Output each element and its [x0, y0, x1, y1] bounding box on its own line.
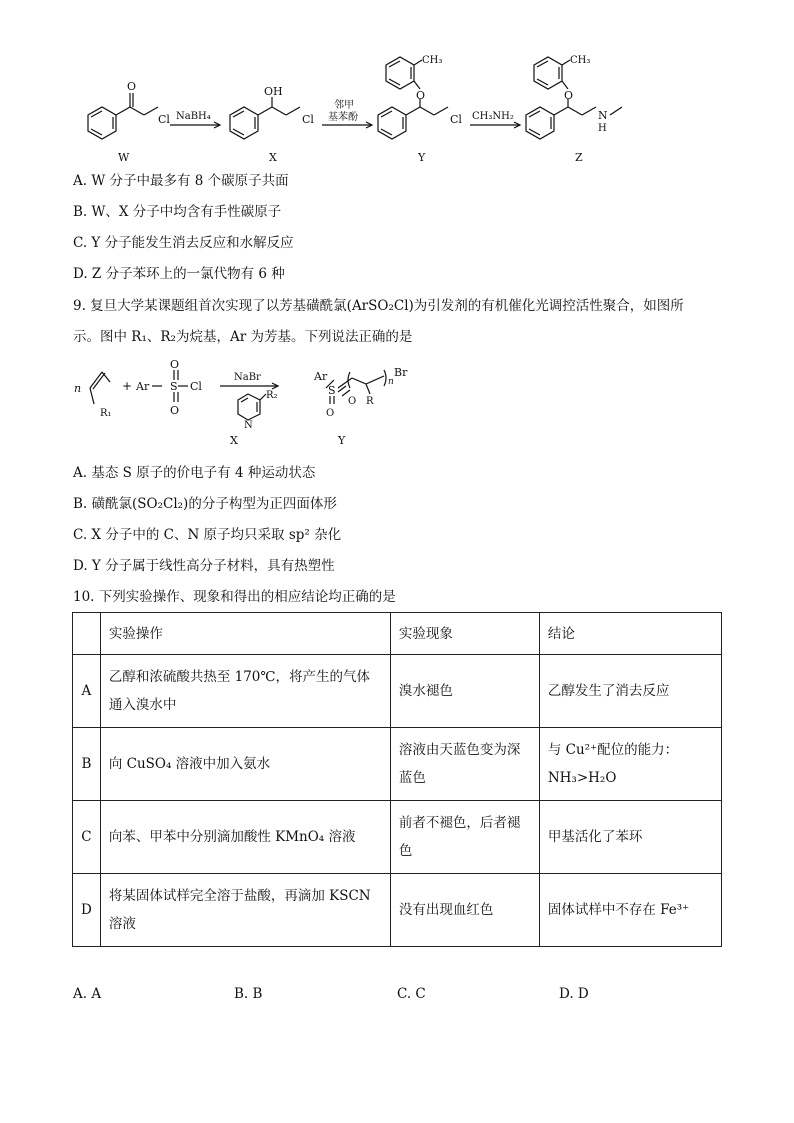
table-header-row [73, 613, 722, 655]
y-chlorine: Cl [450, 113, 462, 126]
row-operation: 将某固体试样完全溶于盐酸，再滴加 KSCN 溶液 [100, 874, 390, 947]
q10-answer-c: C. C [397, 986, 426, 1002]
x-label: X [269, 151, 277, 164]
sulfonyl-o-bottom: O [170, 404, 180, 417]
sulfonyl-cl: Cl [190, 380, 202, 393]
polymer-o-right: O [348, 396, 357, 407]
pyridine-n: N [244, 420, 253, 431]
polymer-br: Br [394, 366, 408, 379]
reagent-o-cresol-1: 邻甲 [334, 100, 354, 111]
q8-option-d: D. Z 分子苯环上的一氯代物有 6 种 [73, 266, 285, 282]
table-row [73, 801, 722, 874]
table-row [73, 655, 722, 728]
z-oxygen: O [564, 89, 574, 102]
row-conclusion: 与 Cu²⁺配位的能力：NH₃>H₂O [539, 728, 721, 801]
row-operation: 乙醇和浓硫酸共热至 170℃，将产生的气体通入溴水中 [100, 655, 390, 728]
header-cell-label [73, 613, 101, 655]
sulfonyl-s: S [170, 380, 178, 393]
row-label: A [73, 655, 101, 728]
w-label: W [118, 151, 130, 164]
polymer-s: S [328, 384, 336, 397]
q9-stem-line2: 示。图中 R₁、R₂为烷基，Ar 为芳基。下列说法正确的是 [73, 329, 413, 345]
plus-sign: + [122, 379, 133, 393]
polymer-n: n [388, 377, 394, 387]
table-row [73, 728, 722, 801]
row-phenomenon: 溴水褪色 [390, 655, 539, 728]
header-cell-phenomenon: 实验现象 [390, 613, 539, 655]
header-cell-conclusion: 结论 [539, 613, 721, 655]
reagent-nabh4: NaBH₄ [176, 111, 211, 122]
row-conclusion: 固体试样中不存在 Fe³⁺ [539, 874, 721, 947]
q9-option-b: B. 磺酰氯(SO₂Cl₂)的分子构型为正四面体形 [73, 496, 337, 512]
row-phenomenon: 溶液由天蓝色变为深蓝色 [390, 728, 539, 801]
polymer-r: R [366, 396, 374, 407]
pyridine-r2: R₂ [266, 390, 278, 401]
z-methyl: CH₃ [570, 55, 591, 66]
x-chlorine: Cl [302, 113, 314, 126]
q10-stem: 10. 下列实验操作、现象和得出的相应结论均正确的是 [73, 589, 396, 605]
polymer-ar: Ar [314, 370, 328, 383]
experiment-table [72, 612, 722, 947]
monomer-r1: R₁ [100, 408, 112, 419]
row-label: D [73, 874, 101, 947]
row-operation: 向苯、甲苯中分别滴加酸性 KMnO₄ 溶液 [100, 801, 390, 874]
w-oxygen: O [127, 80, 137, 93]
row-conclusion: 甲基活化了苯环 [539, 801, 721, 874]
row-phenomenon: 没有出现血红色 [390, 874, 539, 947]
q9-option-a: A. 基态 S 原子的价电子有 4 种运动状态 [73, 465, 316, 481]
reagent-o-cresol-2: 基苯酚 [328, 112, 358, 123]
z-nitrogen-h: H [598, 123, 607, 134]
sulfonyl-o-top: O [170, 358, 180, 371]
z-nitrogen: N [598, 109, 608, 122]
row-phenomenon: 前者不褪色，后者褪色 [390, 801, 539, 874]
q8-option-a: A. W 分子中最多有 8 个碳原子共面 [73, 173, 289, 189]
q8-option-c: C. Y 分子能发生消去反应和水解反应 [73, 235, 294, 251]
q9-option-c: C. X 分子中的 C、N 原子均只采取 sp² 杂化 [73, 527, 342, 543]
polymerization-scheme [70, 358, 490, 450]
polymer-o-left: O [326, 408, 335, 419]
reaction-scheme-wxyz [60, 55, 740, 170]
reagent-nabr: NaBr [234, 372, 261, 383]
w-chlorine: Cl [158, 113, 170, 126]
q8-option-b: B. W、X 分子中均含有手性碳原子 [73, 204, 282, 220]
table-row [73, 874, 722, 947]
q10-answer-b: B. B [234, 986, 263, 1002]
y-label: Y [418, 151, 426, 164]
y-oxygen: O [416, 89, 426, 102]
q10-answer-a: A. A [73, 986, 102, 1002]
row-conclusion: 乙醇发生了消去反应 [539, 655, 721, 728]
q9-option-d: D. Y 分子属于线性高分子材料，具有热塑性 [73, 558, 335, 574]
x-hydroxyl: OH [264, 85, 283, 98]
y-methyl: CH₃ [422, 55, 443, 66]
header-cell-operation: 实验操作 [100, 613, 390, 655]
sulfonyl-ar: Ar [136, 380, 150, 393]
reagent-methylamine: CH₃NH₂ [472, 111, 514, 122]
row-operation: 向 CuSO₄ 溶液中加入氨水 [100, 728, 390, 801]
z-label: Z [575, 151, 583, 164]
q9-stem-line1: 9. 复旦大学某课题组首次实现了以芳基磺酰氯(ArSO₂Cl)为引发剂的有机催化光调控活性聚合，如图所 [73, 298, 684, 314]
q10-answer-d: D. D [559, 986, 589, 1002]
row-label: C [73, 801, 101, 874]
monomer-count-n: n [74, 382, 82, 395]
row-label: B [73, 728, 101, 801]
catalyst-x-label: X [230, 434, 238, 447]
polymer-y-label: Y [338, 434, 346, 447]
